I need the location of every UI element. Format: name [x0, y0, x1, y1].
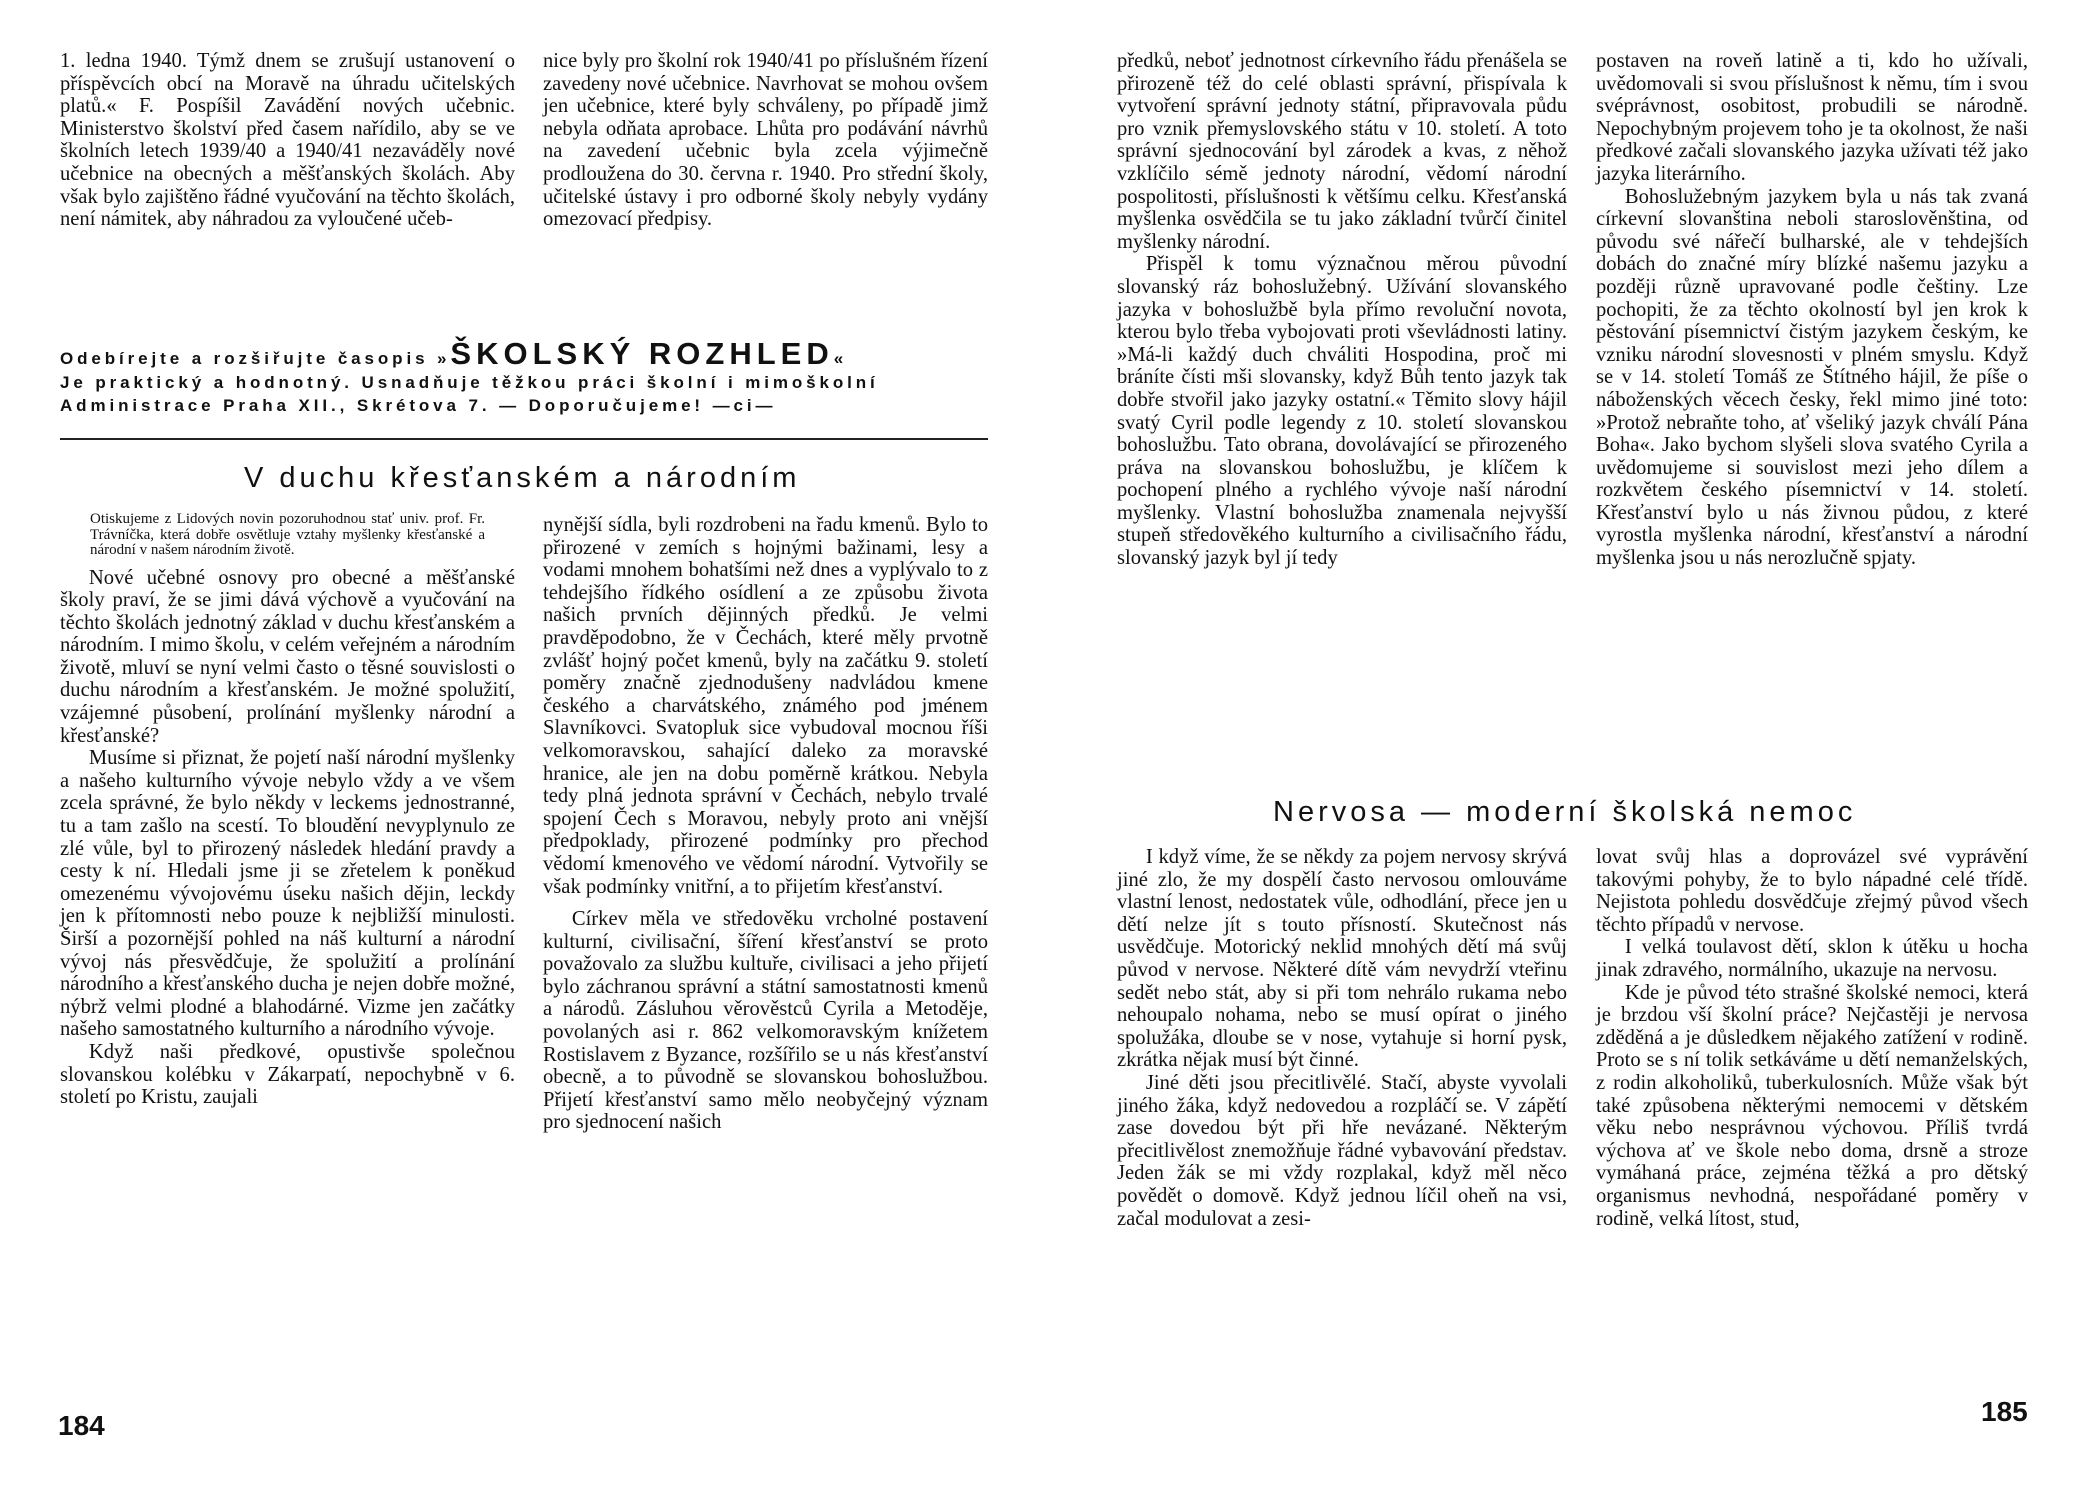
paragraph: Bohoslužebným jazykem byla u nás tak zvaná církevní slovanština neboli staroslověnština, od původu své nářečí bulharské, ale v tehdejších dobách do značné míry blízké našemu jazyku a později různě upravované podle češtiny. Lze pochopiti, že za těchto okolností byl jen krok k pěstování písemnictví čistým jazykem českým, ke vzniku národní slovesnosti v plném smyslu. Když se v 14. století Tomáš ze Štítného hájil, že píše o náboženských věcech česky, řekl mimo jiné toto: »Protož nebraňte toho, ať všeliký jazyk chválí Pána Boha«. Jako bychom slyšeli slova svatého Cyrila a uvědomujeme si souvislost mezi jeho dílem a rozkvětem českého písemnictví v 14. století. Křesťanství bylo u nás živnou půdou, z které vyrostla myšlenka národní, křesťanství a národní myšlenka jsou u nás nerozlučně spjaty.: [1596, 185, 2028, 570]
paragraph: I když víme, že se někdy za pojem nervosy skrývá jiné zlo, že my dospělí často nervosou omlouváme vlastní lenost, nedostatek vůle, odhodlání, přece jen u dětí nelze jít s touto přísností. Skutečnost nás usvědčuje. Motorický neklid mnohých dětí má svůj původ v nervose. Některé dítě vám nevydrží vteřinu sedět nebo stát, aby si při tom nehrálo rukama nebo nehoupalo nohama, nebo se musí opírat o jiného spolužáka, dloube se v nose, vytahuje si horní pysk, zkrátka nějak musí být činné.: [1117, 846, 1567, 1072]
magazine-title: ŠKOLSKÝ ROZHLED: [450, 336, 834, 371]
section-divider: [60, 438, 988, 440]
left-article-column-1: [60, 512, 515, 1109]
paragraph: Musíme si přiznat, že pojetí naší národní myšlenky a našeho kulturního vývoje nebylo vždy a ve všem zcela správné, že bylo někdy v leckems jednostranné, tu a tam zašlo na scestí. To bloudění nevyplynulo ze zlé vůle, byl to přirozený následek hledání pravdy a cesty k ní. Hledali jsme ji se zřetelem k poněkud omezenému vývojovému úseku našich dějin, leckdy jen k přítomnosti nebo pouze k nejbližší minulosti. Širší a pozornější pohled na náš kulturní a národní vývoj nás přesvědčuje, že spolužití a prolínání národního a křesťanského ducha je nejen dobře možné, nýbrž velmi plodné a blahodárné. Vizme jen začátky našeho samostatného kulturního a národního vývoje.: [60, 747, 515, 1041]
paragraph: Kde je původ této strašné školské nemoci, která je brzdou vší školní práce? Nejčastěji je nervosa zděděná a je důsledkem nějakého zatížení v rodině. Proto se s ní tolik setkáváme u dětí nemanželských, z rodin alkoholiků, tuberkulosních. Může však být také způsobena některými nemocemi v dětském věku nebo nesprávnou výchovou. Příliš tvrdá výchova ať ve škole nebo doma, drsně a stroze vymáhaná práce, zejména těžká a pro dětský organismus nevhodná, nespořádané poměry v rodině, velká lítost, stud,: [1596, 981, 2028, 1230]
right-top-column-2: [1596, 50, 2028, 570]
left-top-column-2: [543, 50, 988, 231]
page-number-left: 184: [58, 1410, 105, 1441]
right-article-column-1: [1117, 846, 1567, 1230]
paragraph: postaven na roveň latině a ti, kdo ho užívali, uvědomovali si svou příslušnost k němu, tím i svou svéprávnost, osobitost, probudili se národně. Nepochybným projevem toho je ta okolnost, že naši předkové začali slovanského jazyka užívati též jako jazyka literárního.: [1596, 50, 2028, 185]
promo-line-2: Je praktický a hodnotný. Usnadňuje těžkou práci školní i mimoškolní: [60, 372, 879, 392]
right-page: [1041, 0, 2082, 1500]
paragraph: lovat svůj hlas a doprovázel své vyprávění takovými pohyby, že to bylo nápadné celé třídě. Nejistota pohledu dosvědčuje zřejmý původ všech těchto případů v nervose.: [1596, 846, 2028, 936]
article-lead: Otiskujeme z Lidových novin pozoruhodnou stať univ. prof. Fr. Trávníčka, která dobře osvětluje vztahy myšlenky křesťanské a národní v našem národním životě.: [90, 511, 485, 558]
paragraph: I velká toulavost dětí, sklon k útěku u hocha jinak zdravého, normálního, ukazuje na nervosu.: [1596, 936, 2028, 981]
left-top-column-1: [60, 50, 515, 231]
left-article-column-2: [543, 514, 988, 1134]
page-number-right: 185: [1981, 1396, 2028, 1427]
paragraph: Přispěl k tomu význačnou měrou původní slovanský ráz bohoslužebný. Užívání slovanského jazyka v bohoslužbě byla přímo revoluční novota, kterou bylo třeba vybojovati proti vševládnosti latiny. »Má-li každý duch chváliti Hospodina, proč mi bráníte čísti mši slovansky, když Bůh tento jazyk tak dobře stvořil jako jazyky ostatní.« Těmito slovy hájil svatý Cyril podle legendy z 10. století slovanskou bohoslužbu. Tato obrana, dovolávající se přirozeného práva na slovanskou bohoslužbu, je klíčem k pochopení plného a rychlého vývoje naší národní myšlenky. Vlastní bohoslužba znamenala nejvyšší stupeň středověkého kulturního a civilisačního řádu, slovanský jazyk byl jí tedy: [1117, 253, 1567, 570]
left-top-col1-text: 1. ledna 1940. Týmž dnem se zrušují ustanovení o příspěvcích obcí na Moravě na úhradu učitelských platů.« F. Pospíšil Zavádění nových učebnic. Ministerstvo školství před časem nařídilo, aby se ve školních letech 1939/40 a 1940/41 nezaváděly nové učebnice na obecných a měšťanských školách. Aby však bylo zajištěno řádné vyučování na těchto školách, není námitek, aby náhradou za vyloučené učeb-: [60, 50, 515, 231]
paragraph: nynější sídla, byli rozdrobeni na řadu kmenů. Bylo to přirozené v zemích s hojnými bažinami, lesy a vodami mnohem bohatšími než dnes a vyplývalo to z tehdejšího řídkého osídlení a ze způsobu života našich prvních dějinných předků. Je velmi pravděpodobno, že v Čechách, které měly prvotně zvlášť hojný počet kmenů, byly na začátku 9. století poměry značně zjednodušeny nadvládou kmene českého a charvátského, známého pod jménem Slavníkovci. Svatopluk sice vybudoval mocnou říši velkomoravskou, sahající daleko za moravské hranice, ale jen na dobu poměrně krátkou. Nebyla tedy plná jednota správní v Čechách, nebylo trvalé spojení Čech s Moravou, nebyly proto ani vnější předpoklady, přirozené podmínky pro přechod vědomí kmenového ve vědomí národní. Vytvořily se však podmínky vnitřní, a to přijetím křesťanství.: [543, 514, 988, 898]
subscription-promo: [60, 336, 986, 418]
article-title-left: V duchu křesťanském a národním: [244, 462, 801, 494]
article-title-right: Nervosa — moderní školská nemoc: [1273, 796, 1857, 828]
paragraph: Když naši předkové, opustivše společnou slovanskou kolébku v Zákarpatí, nepochybně v 6. století po Kristu, zaujali: [60, 1040, 515, 1109]
paragraph: Církev měla ve středověku vrcholné postavení kulturní, civilisační, šíření křesťanství se proto považovalo za službu kultuře, civilisaci a jeho přijetí bylo záchranou správní a státní samostatnosti kmenů a národů. Zásluhou věrověstců Cyrila a Metoděje, povolaných asi r. 862 velkomoravským knížetem Rostislavem z Byzance, rozšířilo se u nás křesťanství obecně, a to původně se slovanskou bohoslužbou. Přijetí křesťanství samo mělo neobyčejný význam pro sjednocení našich: [543, 908, 988, 1134]
left-top-col2-text: nice byly pro školní rok 1940/41 po příslušném řízení zavedeny nové učebnice. Navrhovat se mohou ovšem jen učebnice, které byly schváleny, po případě jimž nebyla odňata aprobace. Lhůta pro podávání návrhů na zavedení učebnic byla zcela výjimečně prodloužena do 30. června r. 1940. Pro střední školy, učitelské ústavy i pro odborné školy nebyly vydány omezovací předpisy.: [543, 50, 988, 231]
right-top-column-1: [1117, 50, 1567, 570]
paragraph: Jiné děti jsou přecitlivělé. Stačí, abyste vyvolali jiného žáka, když nedovedou a rozpláčí se. V zápětí zase dovedou být při hře nevázané. Některým přecitlivělost znemožňuje řádné vybavování představ. Jeden žák se mi vždy rozplakal, když měl něco povědět o domově. Když jednou líčil oheň na vsi, začal modulovat a zesi-: [1117, 1071, 1567, 1230]
promo-line-1: Odebírejte a rozšiřujte časopis »ŠKOLSKÝ ROZHLED«: [60, 336, 848, 371]
promo-line-3: Administrace Praha XII., Skrétova 7. — Doporučujeme! —ci—: [60, 396, 777, 415]
paragraph: předků, neboť jednotnost církevního řádu přenášela se přirozeně též do celé oblasti správní, přispívala k vytvoření správní jednoty státní, připravovala půdu pro vznik přemyslovského státu v 10. století. A toto správní sjednocování byl zárodek a kvas, z něhož vzklíčilo sémě jednoty národní, vědomí národní pospolitosti, příslušnosti k většímu celku. Křesťanská myšlenka osvědčila se tu jako základní tvůrčí činitel myšlenky národní.: [1117, 50, 1567, 253]
paragraph: Nové učebné osnovy pro obecné a měšťanské školy praví, že se jimi dává výchově a vyučování na těchto školách jednotný základ v duchu křesťanském a národním. I mimo školu, v celém veřejném a národním životě, mluví se nyní velmi často o těsné souvislosti o duchu národním a křesťanském. Je možné spolužití, vzájemné působení, prolínání myšlenky národní a křesťanské?: [60, 566, 515, 747]
right-article-column-2: [1596, 846, 2028, 1230]
